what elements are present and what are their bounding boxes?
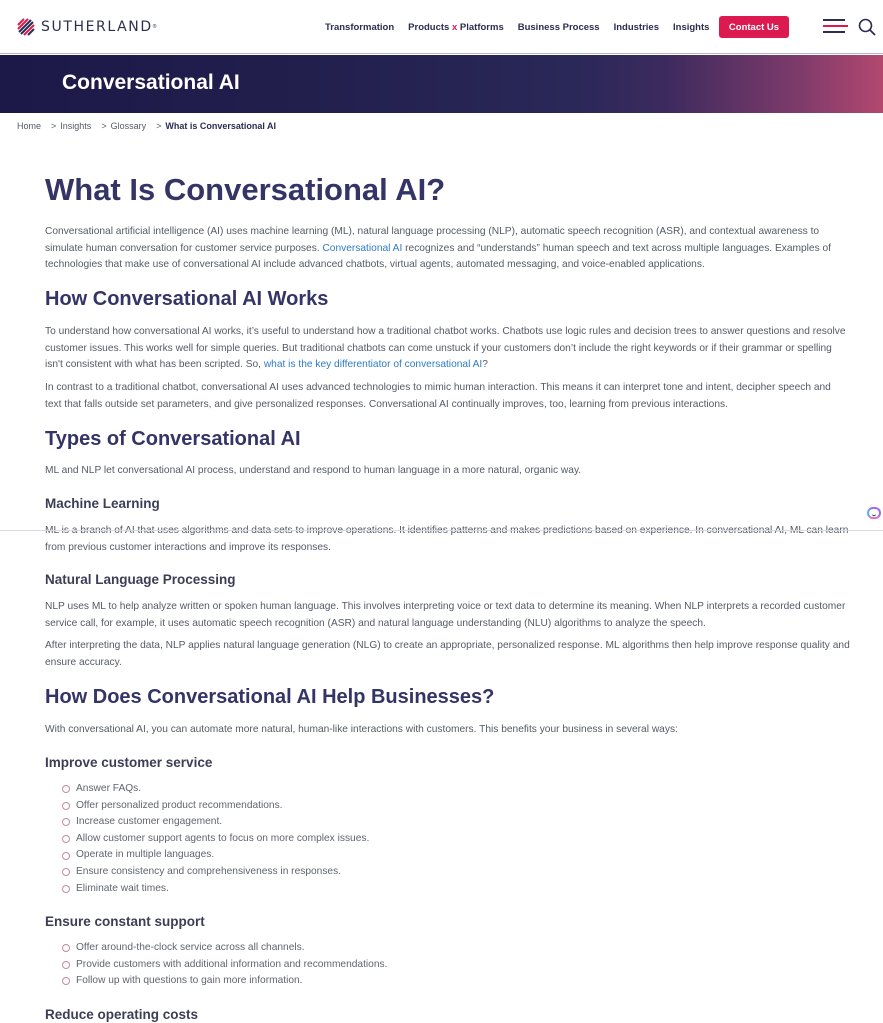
list-item-text: Offer around-the-clock service across all channels. [76,942,305,953]
menu-line-top [823,19,845,21]
circle-bullet-icon [62,868,70,876]
hero-title: Conversational AI [62,71,240,94]
fold-divider [0,530,883,531]
menu-line-middle [823,25,848,27]
subheading-ensure-constant-support: Ensure constant support [45,914,205,929]
subheading-machine-learning: Machine Learning [45,496,160,511]
circle-bullet-icon [62,852,70,860]
circle-bullet-icon [62,961,70,969]
nav-label-x: x [451,21,458,33]
hero-banner [0,55,883,113]
how-works-text-a: To understand how conversational AI works, it’s useful to understand how a traditional chatbot works. Chatbots use logic rules and decision trees to answer questions and resolve customer issues. This works well for simple queries. But traditional chatbots can come unstuck if your customers don’t include the right keywords or if their grammar or spelling isn't consistent with what has been scripted. So, [45,326,846,371]
list-item [62,847,369,864]
ensure-constant-support-list [62,940,387,990]
breadcrumb-insights[interactable]: Insights [60,121,92,131]
circle-bullet-icon [62,835,70,843]
list-item-text: Provide customers with additional information and recommendations. [76,958,388,970]
intro-text-b: recognizes and “understands” human speech and text across multiple languages. Examples of technologies that make use of conversational AI include advanced chatbots, virtual agents, automated messaging, and voice-enabled applications. [45,242,831,271]
menu-line-bottom [823,31,845,33]
nlp-paragraph-1: NLP uses ML to help analyze written or spoken human language. This involves interpreting voice or text data to determine its meaning. When NLP interprets a recorded customer service call, for example, it uses automatic speech recognition (ASR) and natural language understanding (NLU) algorithms to analyze the speech. [45,601,846,629]
circle-bullet-icon [62,818,70,826]
nav-item-business-process[interactable]: Business Process [517,21,600,33]
list-item-text: Allow customer support agents to focus on more complex issues. [76,832,370,844]
list-item [62,814,369,831]
list-item [62,831,369,848]
breadcrumb-current: What is Conversational AI [165,121,277,131]
key-differentiator-link[interactable]: what is the key differentiator of conversational AI [263,359,483,371]
nav-item-transformation[interactable]: Transformation [325,21,395,33]
breadcrumb-home[interactable]: Home [17,121,42,131]
list-item [62,864,369,881]
how-works-text-b: ? [482,359,488,371]
nav-label-platforms: Platforms [457,21,504,33]
circle-bullet-icon [62,977,70,985]
list-item [62,881,369,898]
nav-item-products-platforms[interactable] [408,22,504,33]
breadcrumb-separator: > [51,121,57,131]
article-title: What Is Conversational AI? [45,172,446,207]
list-item [62,973,387,990]
improve-customer-service-list [62,781,369,897]
search-icon[interactable] [858,18,876,36]
list-item [62,940,387,957]
list-item [62,957,387,974]
sutherland-logo[interactable] [16,16,156,38]
logo-wordmark: SUTHERLAND [41,19,153,35]
nav-label-products: Products [408,21,452,33]
list-item-text: Operate in multiple languages. [76,849,215,861]
contact-us-button[interactable]: Contact Us [719,16,789,38]
subheading-improve-customer-service: Improve customer service [45,755,213,770]
chat-assistant-icon[interactable] [867,507,881,519]
list-item-text: Follow up with questions to gain more information. [76,975,303,987]
section-heading-types: Types of Conversational AI [45,428,301,450]
nav-item-insights[interactable]: Insights [673,21,710,33]
circle-bullet-icon [62,944,70,952]
breadcrumb [17,121,276,131]
section-heading-benefits: How Does Conversational AI Help Businesses? [45,686,495,708]
how-works-paragraph-2: In contrast to a traditional chatbot, conversational AI uses advanced technologies to mimic human interaction. This means it can interpret tone and intent, decipher speech and text that falls outside set parameters, and give personalized responses. Conversational AI continually improves, too, learning from previous interactions. [45,382,831,410]
intro-text-a: Conversational artificial intelligence (AI) uses machine learning (ML), natural language processing (NLP), automatic speech recognition (ASR), and contextual awareness to simulate human conversation for customer service purposes. [45,226,820,254]
circle-bullet-icon [62,885,70,893]
breadcrumb-glossary[interactable]: Glossary [110,121,147,131]
how-works-paragraph-1 [45,324,850,374]
list-item [62,781,369,798]
hamburger-menu-icon[interactable] [823,19,848,35]
list-item-text: Eliminate wait times. [76,882,169,894]
list-item-text: Ensure consistency and comprehensiveness in responses. [76,865,342,877]
sutherland-logo-mark-icon [16,17,36,37]
circle-bullet-icon [62,802,70,810]
intro-paragraph [45,224,850,274]
nlp-paragraph-2: After interpreting the data, NLP applies natural language generation (NLG) to create an appropriate, personalized response. ML algorithms then help improve response quality and ensure accuracy. [45,640,850,668]
list-item [62,798,369,815]
breadcrumb-separator: > [156,121,162,131]
section-heading-how-works: How Conversational AI Works [45,288,329,310]
types-intro-paragraph: ML and NLP let conversational AI process, understand and respond to human language in a more natural, organic way. [45,465,582,476]
subheading-reduce-operating-costs: Reduce operating costs [45,1007,199,1022]
circle-bullet-icon [62,785,70,793]
benefits-intro-paragraph: With conversational AI, you can automate more natural, human-like interactions with customers. This benefits your business in several ways: [45,724,678,735]
main-nav [325,16,723,38]
subheading-nlp: Natural Language Processing [45,572,236,587]
logo-registered-mark: ® [152,24,157,30]
site-header [0,0,883,54]
ml-paragraph: from previous customer interactions and improve its responses. [45,541,331,553]
conversational-ai-link[interactable]: Conversational AI [322,242,403,254]
nav-item-industries[interactable]: Industries [613,21,659,33]
breadcrumb-separator: > [101,121,107,131]
list-item-text: Increase customer engagement. [76,816,223,828]
list-item-text: Answer FAQs. [76,783,142,794]
list-item-text: Offer personalized product recommendations. [76,799,283,811]
